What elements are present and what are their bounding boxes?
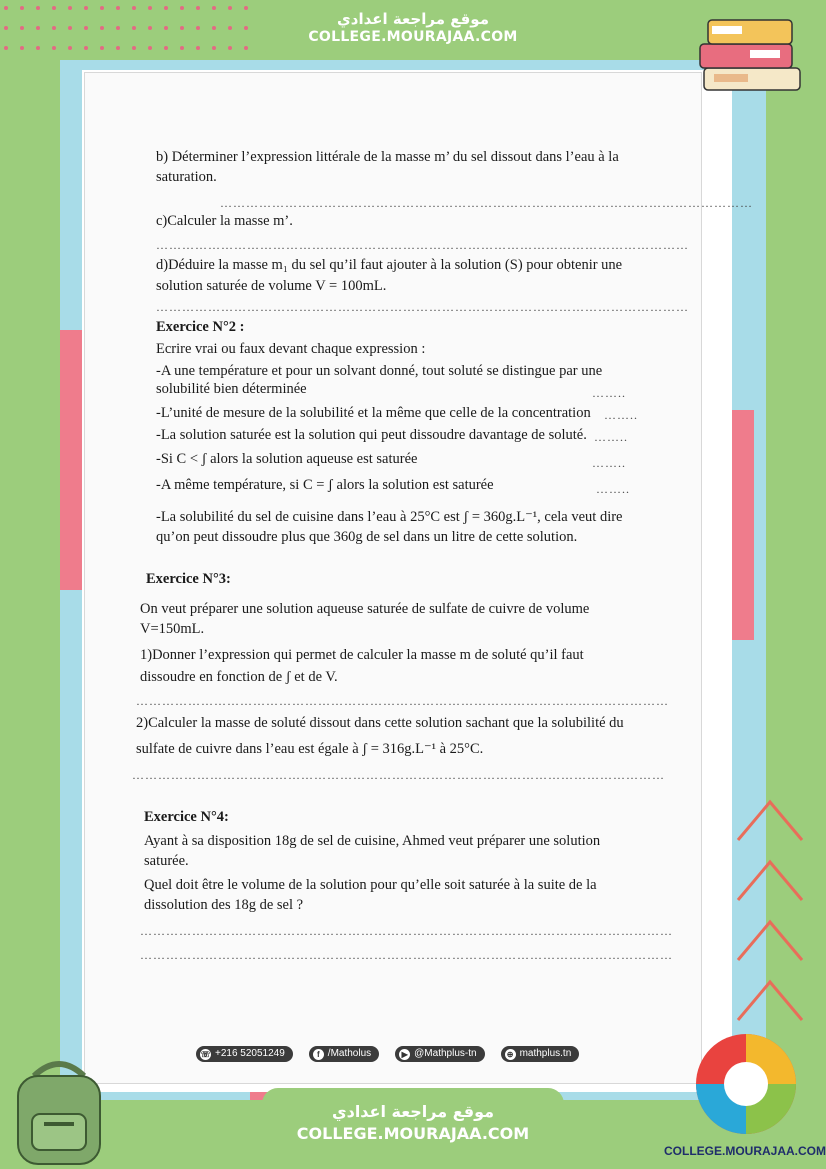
chevrons-decor-icon xyxy=(730,790,810,1050)
answer-line: …………………………………………………………………………………………………………… xyxy=(140,948,673,962)
footer-banner xyxy=(262,1088,564,1169)
question-b-line1: b) Déterminer l’expression littérale de la masse m’ du sel dissout dans l’eau à la xyxy=(156,149,619,165)
exercise-4-title: Exercice N°4: xyxy=(144,809,229,825)
exercise-3-line: 1)Donner l’expression qui permet de calculer la masse m de soluté qu’il faut xyxy=(140,647,584,663)
social-youtube[interactable]: ▶ @Mathplus-tn xyxy=(395,1046,484,1062)
exercise-2-item: -La solution saturée est la solution qui peut dissoudre davantage de soluté. xyxy=(156,427,587,443)
exercise-3-line: sulfate de cuivre dans l’eau est égale à ʃ = 316g.L⁻¹ à 25°C. xyxy=(136,741,484,757)
header-banner xyxy=(262,0,564,58)
social-web[interactable]: ⊕ mathplus.tn xyxy=(501,1046,580,1062)
header-domain[interactable]: COLLEGE.MOURAJAA.COM xyxy=(308,29,518,45)
social-facebook[interactable]: f /Matholus xyxy=(309,1046,379,1062)
answer-dots: …….. xyxy=(596,482,630,496)
answer-line: …………………………………………………………………………………………………………… xyxy=(132,768,665,782)
exercise-4-line: saturée. xyxy=(144,853,189,869)
question-d-line1: d)Déduire la masse m₁ du sel qu’il faut ajouter à la solution (S) pour obtenir une xyxy=(156,257,623,273)
frame-pink-right xyxy=(732,410,754,640)
backpack-icon xyxy=(4,1056,114,1168)
exercise-2-intro: Ecrire vrai ou faux devant chaque expression : xyxy=(156,341,426,357)
site-logo-text[interactable]: COLLEGE.MOURAJAA.COM xyxy=(664,1144,826,1158)
question-b-line2: saturation. xyxy=(156,169,217,185)
exercise-2-item: -L’unité de mesure de la solubilité et la même que celle de la concentration xyxy=(156,405,591,421)
answer-dots: …….. xyxy=(604,408,638,422)
social-whatsapp[interactable]: ☏ +216 52051249 xyxy=(196,1046,293,1062)
decor-dots-bottom xyxy=(4,46,248,52)
exercise-2-title: Exercice N°2 : xyxy=(156,319,245,335)
decor-dots-top xyxy=(4,6,248,12)
exercise-3-line: dissoudre en fonction de ʃ et de V. xyxy=(140,669,338,685)
decor-dots-mid xyxy=(4,26,248,32)
question-c: c)Calculer la masse m’. xyxy=(156,213,293,229)
answer-line: …………………………………………………………………………………………………………… xyxy=(220,196,753,210)
exercise-3-title: Exercice N°3: xyxy=(146,571,231,587)
web-icon: ⊕ xyxy=(505,1049,516,1060)
exercise-2-item: qu’on peut dissoudre plus que 360g de sel dans un litre de cette solution. xyxy=(156,529,578,545)
footer-domain[interactable]: COLLEGE.MOURAJAA.COM xyxy=(296,1124,530,1143)
header-arabic: موقع مراجعة اعدادي xyxy=(337,10,489,28)
social-bar xyxy=(196,1046,579,1062)
footer-arabic: موقع مراجعة اعدادي xyxy=(331,1102,495,1121)
exercise-4-line: Quel doit être le volume de la solution pour qu’elle soit saturée à la suite de la xyxy=(144,877,597,893)
exercise-4-line: dissolution des 18g de sel ? xyxy=(144,897,304,913)
exercise-2-item: -Si C < ʃ alors la solution aqueuse est saturée xyxy=(156,451,418,467)
answer-dots: …….. xyxy=(594,430,628,444)
frame-pink-left xyxy=(60,330,82,590)
youtube-icon: ▶ xyxy=(399,1049,410,1060)
exercise-2-item: solubilité bien déterminée xyxy=(156,381,307,397)
exercise-2-item: -La solubilité du sel de cuisine dans l’eau à 25°C est ʃ = 360g.L⁻¹, cela veut dire xyxy=(156,509,623,525)
books-icon xyxy=(690,8,810,98)
exercise-3-line: V=150mL. xyxy=(140,621,205,637)
question-d-line2: solution saturée de volume V = 100mL. xyxy=(156,278,387,294)
exercise-3-line: On veut préparer une solution aqueuse saturée de sulfate de cuivre de volume xyxy=(140,601,590,617)
site-logo-icon xyxy=(694,1026,798,1140)
answer-line: …………………………………………………………………………………………………………… xyxy=(136,694,669,708)
answer-line: …………………………………………………………………………………………………………… xyxy=(156,238,689,252)
exercise-4-line: Ayant à sa disposition 18g de sel de cuisine, Ahmed veut préparer une solution xyxy=(144,833,601,849)
answer-line: …………………………………………………………………………………………………………… xyxy=(156,300,689,314)
exercise-2-item: -A une température et pour un solvant donné, tout soluté se distingue par une xyxy=(156,363,603,379)
facebook-icon: f xyxy=(313,1049,324,1060)
whatsapp-icon: ☏ xyxy=(200,1049,211,1059)
exercise-2-item: -A même température, si C = ʃ alors la solution est saturée xyxy=(156,477,494,493)
answer-dots: …….. xyxy=(592,386,626,400)
exercise-3-line: 2)Calculer la masse de soluté dissout dans cette solution sachant que la solubilité du xyxy=(136,715,624,731)
answer-line: …………………………………………………………………………………………………………… xyxy=(140,924,673,938)
answer-dots: …….. xyxy=(592,456,626,470)
